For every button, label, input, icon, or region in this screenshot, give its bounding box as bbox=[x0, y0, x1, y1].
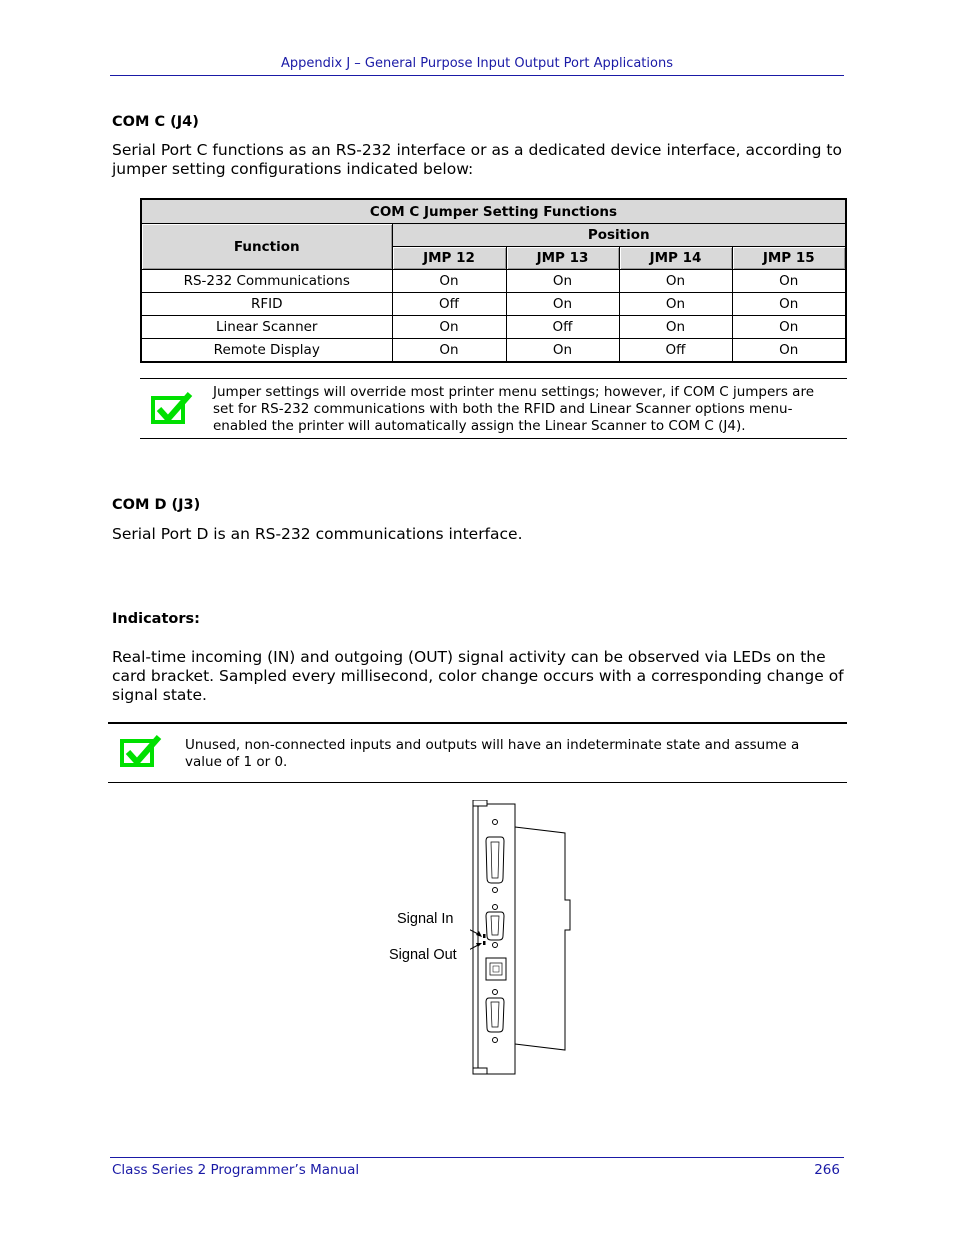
value-cell: On bbox=[392, 339, 506, 363]
signal-in-label: Signal In bbox=[397, 911, 454, 927]
column-header: JMP 13 bbox=[506, 247, 619, 270]
note-check-icon bbox=[151, 392, 193, 428]
indicators-heading: Indicators: bbox=[112, 611, 200, 627]
value-cell: On bbox=[732, 316, 846, 339]
footer-rule bbox=[110, 1157, 844, 1158]
signal-out-label: Signal Out bbox=[389, 947, 457, 963]
function-header: Function bbox=[141, 224, 392, 270]
value-cell: On bbox=[732, 270, 846, 293]
note2-rule-bottom bbox=[108, 782, 847, 783]
value-cell: Off bbox=[619, 339, 732, 363]
value-cell: On bbox=[619, 316, 732, 339]
value-cell: On bbox=[506, 270, 619, 293]
column-header: JMP 12 bbox=[392, 247, 506, 270]
function-cell: Linear Scanner bbox=[141, 316, 392, 339]
value-cell: On bbox=[392, 270, 506, 293]
value-cell: On bbox=[619, 293, 732, 316]
value-cell: On bbox=[732, 293, 846, 316]
com-c-jumper-table bbox=[140, 198, 847, 363]
column-header: JMP 14 bbox=[619, 247, 732, 270]
note-rule-top bbox=[140, 378, 847, 379]
footer-manual-title: Class Series 2 Programmer’s Manual bbox=[112, 1162, 360, 1178]
note2-rule-top bbox=[108, 722, 847, 724]
com-c-heading: COM C (J4) bbox=[112, 114, 199, 130]
value-cell: On bbox=[506, 293, 619, 316]
com-c-intro: Serial Port C functions as an RS-232 interface or as a dedicated device interface, according to jumper setting configurations indicated below: bbox=[112, 141, 842, 178]
note-jumper-override: Jumper settings will override most printer menu settings; however, if COM C jumpers are set for RS-232 communications with both the RFID and Linear Scanner options menu-enabled the printer will automatically assign the Linear Scanner to COM C (J4). bbox=[213, 384, 815, 434]
function-cell: RFID bbox=[141, 293, 392, 316]
value-cell: On bbox=[392, 316, 506, 339]
indicators-text: Real-time incoming (IN) and outgoing (OUT) signal activity can be observed via LEDs on the card bracket. Sampled every millisecond, color change occurs with a corresponding change of signal state. bbox=[112, 648, 844, 704]
com-d-text: Serial Port D is an RS-232 communications interface. bbox=[112, 525, 523, 543]
column-header: JMP 15 bbox=[732, 247, 846, 270]
table-row bbox=[141, 316, 846, 339]
table-row bbox=[141, 270, 846, 293]
value-cell: Off bbox=[392, 293, 506, 316]
value-cell: Off bbox=[506, 316, 619, 339]
table-row bbox=[141, 293, 846, 316]
value-cell: On bbox=[732, 339, 846, 363]
function-cell: RS-232 Communications bbox=[141, 270, 392, 293]
value-cell: On bbox=[619, 270, 732, 293]
function-cell: Remote Display bbox=[141, 339, 392, 363]
header-rule bbox=[110, 75, 844, 76]
page-number: 266 bbox=[814, 1162, 840, 1178]
card-bracket-figure bbox=[470, 800, 580, 1084]
note-check-icon bbox=[120, 735, 162, 771]
note-unused-inputs: Unused, non-connected inputs and outputs will have an indeterminate state and assume a value of 1 or 0. bbox=[185, 737, 800, 770]
table-row bbox=[141, 339, 846, 363]
com-d-heading: COM D (J3) bbox=[112, 497, 201, 513]
position-header: Position bbox=[392, 224, 846, 247]
note-rule-bottom bbox=[140, 438, 847, 439]
value-cell: On bbox=[506, 339, 619, 363]
table-title: COM C Jumper Setting Functions bbox=[141, 199, 846, 224]
page-header: Appendix J – General Purpose Input Output Port Applications bbox=[281, 56, 673, 71]
